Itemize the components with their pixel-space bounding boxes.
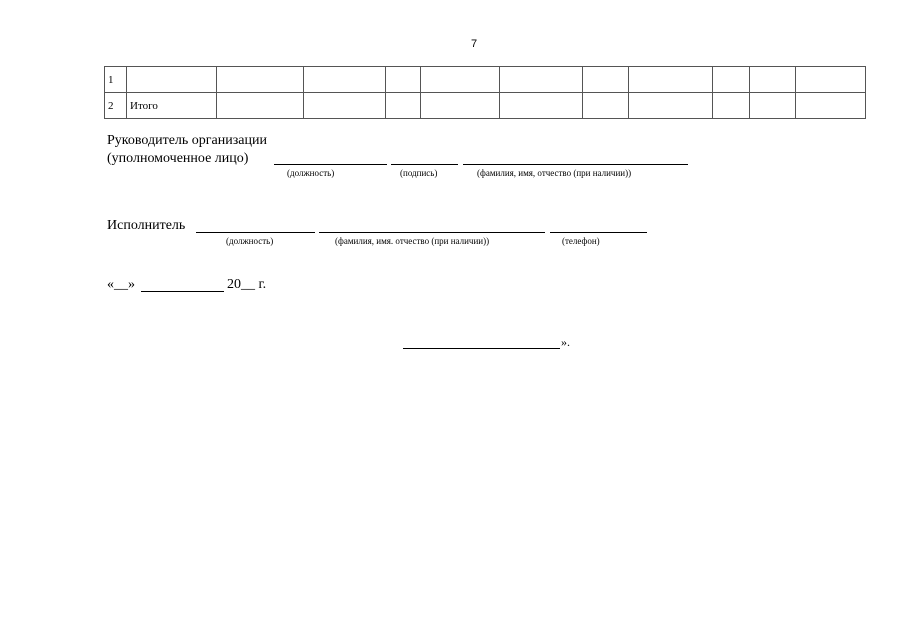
closing-line <box>403 348 560 349</box>
signature-line <box>391 164 458 165</box>
executor-position-line <box>196 232 315 233</box>
caption-name: (фамилия, имя, отчество (при наличии)) <box>477 168 632 178</box>
closing-quote: ». <box>561 335 570 349</box>
executor-caption-position: (должность) <box>226 236 274 246</box>
executor-phone-line <box>550 232 647 233</box>
head-title-line1: Руководитель организации <box>107 133 267 148</box>
page-number: 7 <box>471 38 478 50</box>
data-table <box>104 66 866 119</box>
caption-signature: (подпись) <box>400 168 438 178</box>
executor-caption-phone: (телефон) <box>562 236 600 246</box>
row-number: 1 <box>105 67 127 93</box>
row-number: 2 <box>105 93 127 119</box>
executor-label: Исполнитель <box>107 218 186 233</box>
executor-name-line <box>319 232 545 233</box>
date-month-line <box>141 291 224 292</box>
row-label <box>127 67 217 93</box>
date-year: 20__ г. <box>227 277 267 292</box>
date-day: «__» <box>107 277 135 292</box>
name-line <box>463 164 688 165</box>
table-row <box>105 67 866 93</box>
head-title-line2: (уполномоченное лицо) <box>107 151 249 166</box>
caption-position: (должность) <box>287 168 335 178</box>
row-label: Итого <box>127 93 217 119</box>
table-row <box>105 93 866 119</box>
position-line <box>274 164 387 165</box>
executor-caption-name: (фамилия, имя. отчество (при наличии)) <box>335 236 490 246</box>
